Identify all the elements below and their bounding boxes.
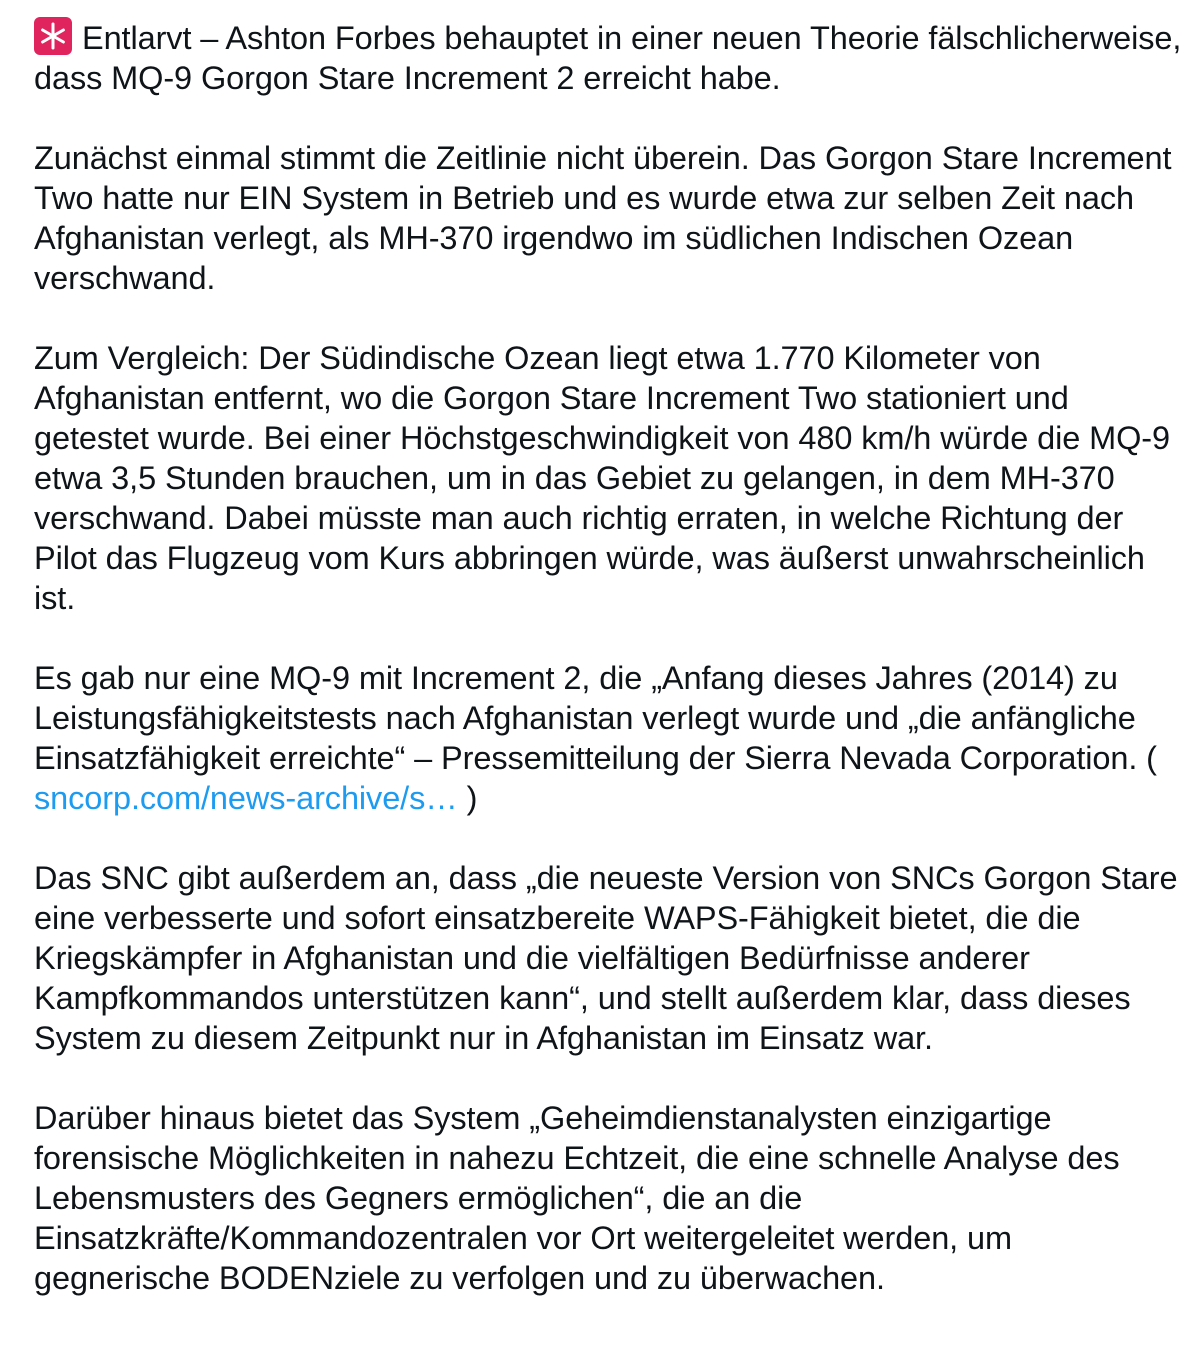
- tweet-paragraph-6: Darüber hinaus bietet das System „Geheimdienstanalysten einzigartige forensische Möglichkeiten in nahezu Echtzeit, die eine schnelle Analyse des Lebensmusters des Gegners ermöglichen“, die an die Einsatzkräfte/Kommandozentralen vor Ort weitergeleitet werden, um gegnerische BODENziele zu verfolgen und zu überwachen.: [34, 1100, 1120, 1296]
- tweet-paragraph-2: Zunächst einmal stimmt die Zeitlinie nicht überein. Das Gorgon Stare Increment Two hatte nur EIN System in Betrieb und es wurde etwa zur selben Zeit nach Afghanistan verlegt, als MH-370 irgendwo im südlichen Indischen Ozean verschwand.: [34, 140, 1172, 296]
- tweet-text: [34, 17, 1184, 1298]
- tweet-intro-text: Entlarvt – Ashton Forbes behauptet in einer neuen Theorie fälschlicherweise, dass MQ-9 Gorgon Stare Increment 2 erreicht habe.: [34, 20, 1182, 96]
- rotating-light-icon: [34, 17, 72, 55]
- tweet-paragraph-4: [34, 658, 1184, 818]
- tweet-paragraph-3: Zum Vergleich: Der Südindische Ozean liegt etwa 1.770 Kilometer von Afghanistan entfernt, wo die Gorgon Stare Increment Two stationiert und getestet wurde. Bei einer Höchstgeschwindigkeit von 480 km/h würde die MQ-9 etwa 3,5 Stunden brauchen, um in das Gebiet zu gelangen, in dem MH-370 verschwand. Dabei müsste man auch richtig erraten, in welche Richtung der Pilot das Flugzeug vom Kurs abbringen würde, was äußerst unwahrscheinlich ist.: [34, 340, 1170, 616]
- tweet-paragraph-intro: [34, 17, 1184, 98]
- sncorp-link[interactable]: sncorp.com/news-archive/s…: [34, 780, 458, 816]
- tweet-paragraph-5: Das SNC gibt außerdem an, dass „die neueste Version von SNCs Gorgon Stare eine verbesserte und sofort einsatzbereite WAPS-Fähigkeit bietet, die die Kriegskämpfer in Afghanistan und die vielfältigen Bedürfnisse anderer Kampfkommandos unterstützen kann“, und stellt außerdem klar, dass dieses System zu diesem Zeitpunkt nur in Afghanistan im Einsatz war.: [34, 860, 1178, 1056]
- tweet-paragraph-4-text: Es gab nur eine MQ-9 mit Increment 2, die „Anfang dieses Jahres (2014) zu Leistungsfähigkeitstests nach Afghanistan verlegt wurde und „die anfängliche Einsatzfähigkeit erreichte“ – Pressemitteilung der Sierra Nevada Corporation. (: [34, 660, 1157, 776]
- tweet-paragraph-4-close: ): [457, 780, 478, 816]
